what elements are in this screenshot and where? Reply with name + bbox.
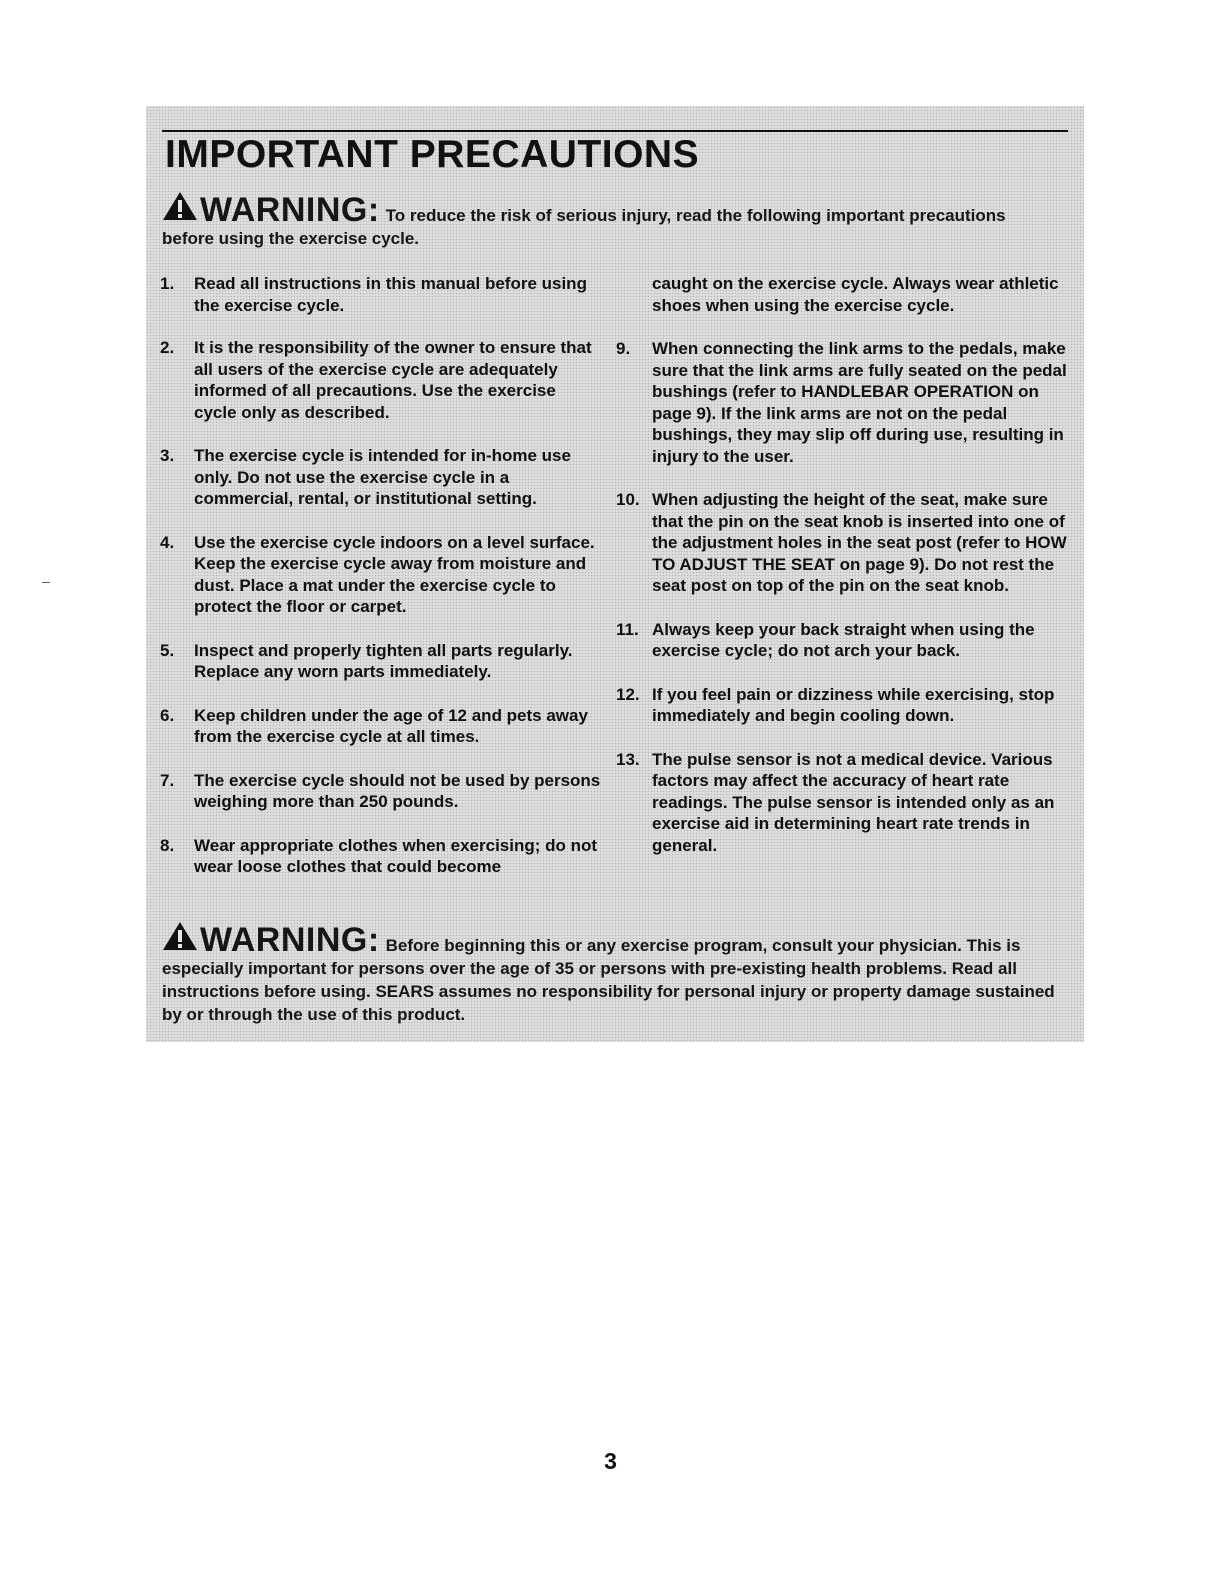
item-number: 12.: [616, 684, 640, 704]
bottom-warning: [162, 921, 1070, 1026]
page-number: 3: [604, 1448, 617, 1474]
item-number: 5.: [160, 640, 175, 660]
item-text: Inspect and properly tighten all parts regularly. Replace any worn parts immediately.: [194, 640, 573, 681]
item-text: Use the exercise cycle indoors on a level surface. Keep the exercise cycle away from moisture and dust. Place a mat under the exercise cycle to protect the floor or carpet.: [194, 532, 595, 616]
item-text: When adjusting the height of the seat, make sure that the pin on the seat knob is inserted into one of the adjustment holes in the seat post (refer to HOW TO ADJUST THE SEAT on page 9). Do not rest the seat post on top of the pin on the seat knob.: [652, 490, 1067, 595]
warning-label: WARNING:: [200, 191, 380, 229]
item-number: 2.: [160, 338, 175, 357]
item-text: If you feel pain or dizziness while exercising, stop immediately and begin cooling down.: [652, 684, 1055, 725]
item-text: Read all instructions in this manual before using the exercise cycle.: [194, 274, 587, 315]
list-item: [160, 337, 602, 423]
top-warning: [162, 191, 1062, 250]
warning-label: WARNING:: [200, 921, 380, 959]
list-item: [160, 532, 602, 618]
item-text: The exercise cycle is intended for in-home use only. Do not use the exercise cycle in a commercial, rental, or institutional setting.: [194, 446, 571, 508]
list-item: [160, 705, 602, 748]
item-8-continued: caught on the exercise cycle. Always wear athletic shoes when using the exercise cycle.: [652, 274, 1059, 315]
item-number: 10.: [616, 490, 640, 509]
warning-heading: [162, 191, 380, 227]
warning-heading: [162, 921, 380, 957]
item-number: 7.: [160, 770, 175, 790]
item-number: 1.: [160, 274, 175, 293]
item-number: 4.: [160, 532, 175, 552]
precautions-left-column: [160, 273, 602, 878]
item-text: The pulse sensor is not a medical device. Various factors may affect the accuracy of heart rate readings. The pulse sensor is intended only as an exercise aid in determining heart rate trends in general.: [652, 749, 1055, 855]
title-rule: [162, 130, 1068, 132]
warning-triangle-icon: [162, 921, 198, 951]
list-item: [616, 749, 1071, 857]
item-number: 6.: [160, 705, 175, 725]
item-number: 8.: [160, 835, 175, 855]
margin-mark: [42, 582, 50, 583]
precautions-right-column: [616, 273, 1071, 856]
item-number: 3.: [160, 446, 175, 465]
item-text: When connecting the link arms to the pedals, make sure that the link arms are fully seated on the pedal bushings (refer to HANDLEBAR OPERATION on page 9). If the link arms are not on the pedal bushings, they may slip off during use, resulting in injury to the user.: [652, 339, 1067, 466]
item-text: The exercise cycle should not be used by persons weighing more than 250 pounds.: [194, 770, 601, 811]
item-text: Wear appropriate clothes when exercising; do not wear loose clothes that could become: [194, 835, 598, 876]
warning-bottom-text: Before beginning this or any exercise program, consult your physician. This is especially important for persons over the age of 35 or persons with pre-existing health problems. Read all instructions before using. SEARS assumes no responsibility for personal injury or property damage sustained by or through the use of this product.: [162, 936, 1055, 1024]
list-item: [616, 684, 1071, 727]
page-title: IMPORTANT PRECAUTIONS: [165, 133, 700, 176]
list-item: [160, 640, 602, 683]
list-item: [616, 619, 1071, 662]
list-item: [160, 273, 602, 316]
list-item: [160, 835, 602, 878]
list-item: [160, 445, 602, 510]
item-text: Always keep your back straight when using the exercise cycle; do not arch your back.: [652, 619, 1035, 660]
item-number: 9.: [616, 339, 631, 358]
list-item: [616, 489, 1071, 597]
warning-top-text: To reduce the risk of serious injury, read the following important precautions before using the exercise cycle.: [162, 206, 1006, 248]
item-text: It is the responsibility of the owner to ensure that all users of the exercise cycle are adequately informed of all precautions. Use the exercise cycle only as described.: [194, 338, 592, 422]
list-item: [160, 770, 602, 813]
item-number: 11.: [616, 619, 639, 639]
item-number: 13.: [616, 749, 640, 769]
warning-triangle-icon: [162, 191, 198, 221]
item-text: Keep children under the age of 12 and pets away from the exercise cycle at all times.: [194, 705, 588, 746]
list-item: [616, 338, 1071, 467]
